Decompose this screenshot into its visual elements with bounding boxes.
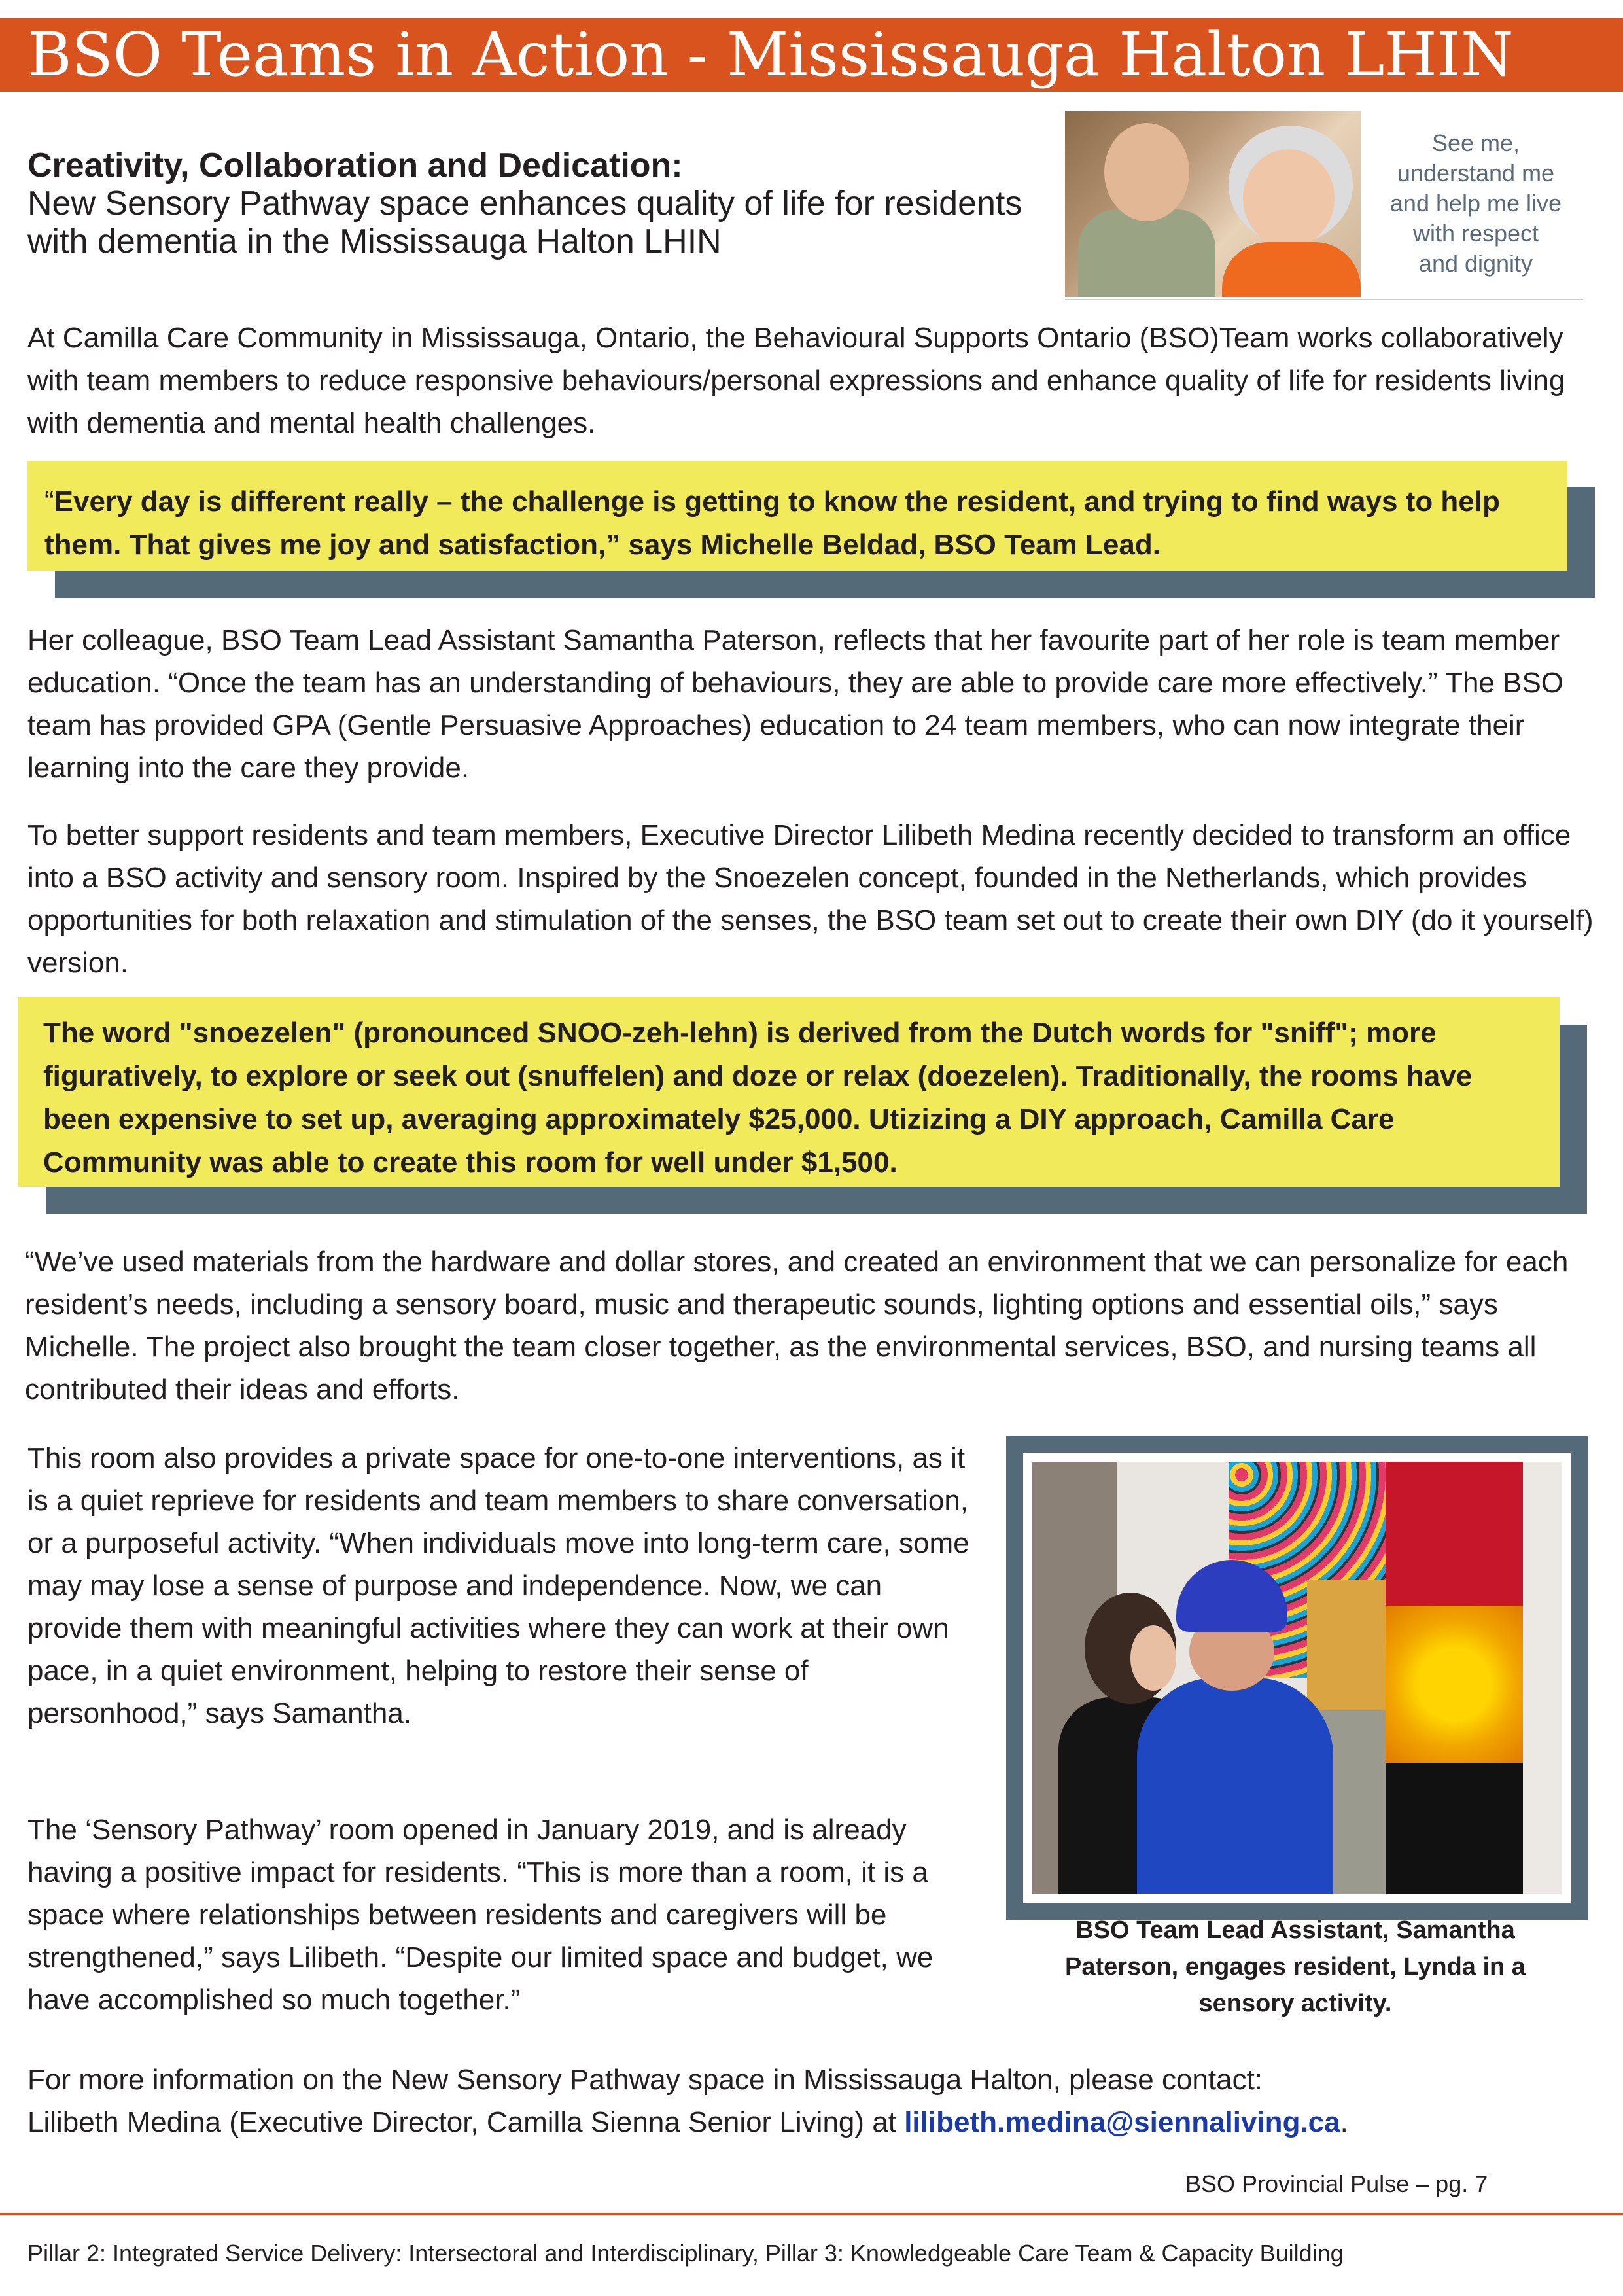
support-paragraph: To better support residents and team members, Executive Director Lilibeth Medina recently decided to transform an office into a BSO activity and sensory room. Inspired by the Snoezelen concept, founded in the Netherlands, which provides opportunities for both relaxation and stimulation of the senses, the BSO team set out to create their own DIY (do it yourself) version. — [27, 819, 1594, 979]
colleague-paragraph: Her colleague, BSO Team Lead Assistant Samantha Paterson, reflects that her favourite part of her role is team member education. “Once the team has an understanding of behaviours, they are able to provide care more effectively.” The BSO team has provided GPA (Gentle Persuasive Approaches) education to 24 team members, who can now integrate their learning into the care they provide. — [27, 624, 1564, 784]
footer-pillars: Pillar 2: Integrated Service Delivery: Intersectoral and Interdisciplinary, Pillar 3: Knowledgeable Care Team & Capacity Building — [27, 2240, 1344, 2267]
tagline-line: with respect — [1412, 220, 1539, 247]
tagline — [1365, 128, 1587, 279]
contact-line-2-suffix: . — [1340, 2106, 1348, 2138]
couple-photo — [1065, 111, 1361, 297]
article-heading — [27, 147, 1048, 260]
contact-line-2-prefix: Lilibeth Medina (Executive Director, Camilla Sienna Senior Living) at — [27, 2106, 905, 2138]
opened-paragraph: The ‘Sensory Pathway’ room opened in January 2019, and is already having a positive impact for residents. “This is more than a room, it is a space where relationships between residents and caregivers will be strengthened,” says Lilibeth. “Despite our limited space and budget, we have accomplished so much together.” — [27, 1814, 934, 2016]
tagline-divider — [1065, 299, 1583, 300]
article-heading-bold: Creativity, Collaboration and Dedication: — [27, 147, 683, 185]
materials-paragraph: “We’ve used materials from the hardware and dollar stores, and created an environment that we can personalize for each resident’s needs, including a sensory board, music and therapeutic sounds, lighting options and essential oils,” says Michelle. The project also brought the team closer together, as the environmental services, BSO, and nursing teams all contributed their ideas and efforts. — [25, 1246, 1569, 1405]
quote-text: Every day is different really – the challenge is getting to know the resident, and trying to find ways to help them. That gives me joy and satisfaction,” says Michelle Beldad, BSO Team Lead. — [44, 486, 1500, 561]
tagline-line: See me, — [1431, 130, 1520, 156]
sensory-activity-photo — [1032, 1462, 1562, 1894]
snoezelen-text: The word "snoezelen" (pronounced SNOO-zeh-lehn) is derived from the Dutch words for "sniff"; more figuratively, to explore or seek out (snuffelen) and doze or relax (doezelen). Traditionally, the rooms have been expensive to set up, averaging approximately $25,000. Utizizing a DIY approach, Camilla Care Community was able to create this room for well under $1,500. — [43, 1017, 1473, 1178]
room-paragraph: This room also provides a private space for one-to-one interventions, as it is a quiet reprieve for residents and team members to share conversation, or a purposeful activity. “When individuals move into long-term care, some may may lose a sense of purpose and independence. Now, we can provide them with meaningful activities where they can work at their own pace, in a quiet environment, helping to restore their sense of personhood,” says Samantha. — [27, 1442, 969, 1729]
tagline-line: and help me live — [1389, 190, 1562, 217]
page-title: BSO Teams in Action - Mississauga Halton LHIN — [27, 20, 1514, 90]
contact-paragraph — [27, 2058, 1611, 2144]
article-subtitle: New Sensory Pathway space enhances quality of life for residents with dementia in the Mississauga Halton LHIN — [27, 185, 1022, 260]
email-link[interactable]: lilibeth.medina@siennaliving.ca — [904, 2106, 1340, 2138]
snoezelen-callout — [18, 997, 1560, 1187]
page-number: BSO Provincial Pulse – pg. 7 — [1185, 2170, 1488, 2197]
photo-caption: BSO Team Lead Assistant, Samantha Paterson, engages resident, Lynda in a sensory activity. — [1065, 1916, 1526, 2017]
intro-paragraph: At Camilla Care Community in Mississauga, Ontario, the Behavioural Supports Ontario (BSO)Team works collaboratively with team members to reduce responsive behaviours/personal expressions and enhance quality of life for residents living with dementia and mental health challenges. — [27, 322, 1565, 439]
tagline-line: and dignity — [1418, 250, 1533, 277]
quote-callout — [27, 461, 1567, 571]
tagline-line: understand me — [1397, 160, 1555, 186]
footer-divider — [0, 2213, 1623, 2215]
title-banner — [0, 18, 1623, 92]
contact-line-1: For more information on the New Sensory Pathway space in Mississauga Halton, please contact: — [27, 2064, 1263, 2096]
quote-open-mark: “ — [44, 486, 54, 518]
